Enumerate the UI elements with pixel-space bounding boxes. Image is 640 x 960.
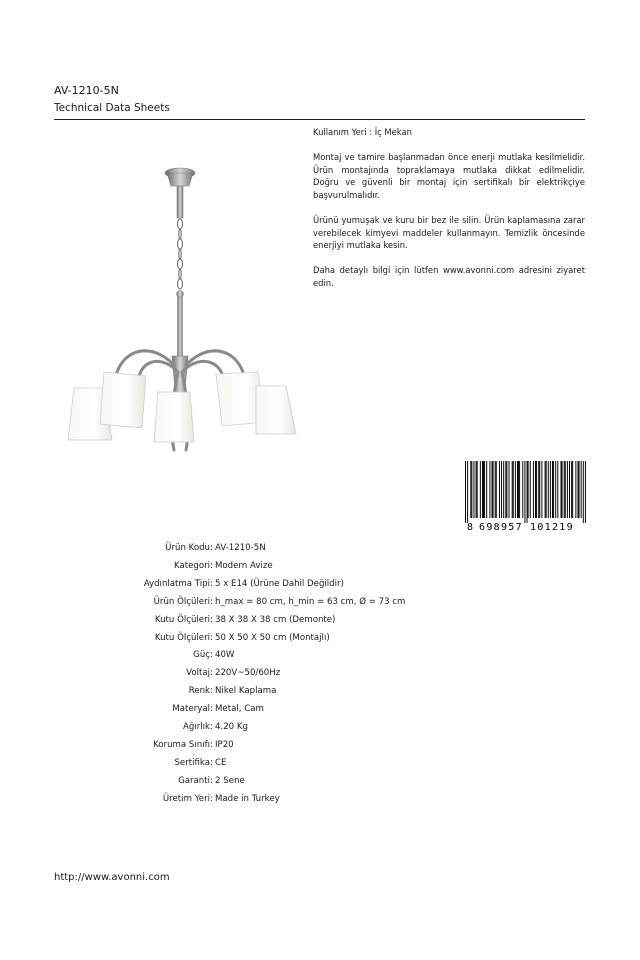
barcode-bar bbox=[465, 461, 466, 523]
barcode-bar bbox=[471, 461, 472, 518]
barcode-bar bbox=[579, 461, 580, 518]
barcode-bar bbox=[483, 461, 484, 518]
barcode-digits-left: 698957 bbox=[479, 522, 523, 532]
barcode-bar bbox=[562, 461, 563, 518]
spec-row bbox=[0, 597, 640, 615]
spec-row bbox=[0, 740, 640, 758]
barcode-bar bbox=[503, 461, 504, 518]
spec-value: 40W bbox=[215, 650, 235, 661]
chandelier-image bbox=[60, 160, 310, 460]
spec-value: h_max = 80 cm, h_min = 63 cm, Ø = 73 cm bbox=[215, 596, 406, 607]
barcode-bar bbox=[467, 461, 468, 523]
spec-label: Kutu Ölçüleri bbox=[154, 632, 210, 643]
barcode-bar bbox=[536, 461, 537, 518]
spec-value: 2 Sene bbox=[215, 775, 245, 786]
barcode-bar bbox=[522, 461, 523, 518]
barcode-bar bbox=[477, 461, 478, 518]
barcode-bar bbox=[496, 461, 497, 518]
safety-paragraph: Montaj ve tamire başlanmadan önce enerji mutlaka kesilmelidir. Ürün montajında topraklamaya mutlaka dikkat edilmelidir. Doğru ve güvenli bir montaj için sertifikalı bir elektrikçiye başvurulmalıdır. bbox=[313, 152, 585, 200]
barcode-bar bbox=[546, 461, 547, 518]
spec-value: IP20 bbox=[215, 739, 234, 750]
barcode-bar bbox=[571, 461, 572, 518]
spec-row bbox=[0, 758, 640, 776]
spec-row bbox=[0, 722, 640, 740]
spec-row bbox=[0, 633, 640, 651]
barcode-bar bbox=[572, 461, 573, 518]
spec-row bbox=[0, 776, 640, 794]
barcode-bar bbox=[561, 461, 562, 518]
barcode-bar bbox=[539, 461, 540, 518]
barcode-bar bbox=[486, 461, 487, 518]
barcode-bar bbox=[583, 461, 584, 523]
barcode-digits-right: 101219 bbox=[530, 522, 574, 532]
barcode-bar bbox=[480, 461, 481, 518]
barcode-bar bbox=[524, 461, 525, 523]
barcode-bar bbox=[489, 461, 490, 518]
barcode-bar bbox=[575, 461, 576, 518]
spec-separator: : bbox=[210, 793, 213, 804]
spec-row bbox=[0, 543, 640, 561]
spec-separator: : bbox=[210, 686, 213, 697]
spec-value: 5 x E14 (Ürüne Dahil Değildir) bbox=[215, 578, 344, 589]
barcode-bar bbox=[499, 461, 500, 518]
spec-separator: : bbox=[210, 596, 213, 607]
spec-value: Metal, Cam bbox=[215, 704, 264, 715]
spec-row bbox=[0, 704, 640, 722]
spec-separator: : bbox=[210, 632, 213, 643]
barcode-bar bbox=[530, 461, 531, 518]
barcode-bar bbox=[513, 461, 514, 518]
barcode-bar bbox=[492, 461, 493, 518]
spec-label: Sertifika bbox=[174, 757, 210, 768]
spec-separator: : bbox=[210, 543, 213, 553]
spec-row bbox=[0, 579, 640, 597]
barcode-bar bbox=[476, 461, 477, 518]
barcode-bar bbox=[538, 461, 539, 518]
barcode-bar bbox=[517, 461, 518, 518]
spec-separator: : bbox=[210, 775, 213, 786]
barcode-bar bbox=[550, 461, 551, 518]
spec-label: Güç bbox=[193, 650, 210, 661]
spec-value: Made in Turkey bbox=[215, 793, 280, 804]
spec-value: Modern Avize bbox=[215, 560, 273, 571]
barcode-bar bbox=[473, 461, 474, 518]
barcode-bar bbox=[527, 461, 528, 523]
spec-value: 220V~50/60Hz bbox=[215, 668, 281, 679]
spec-separator: : bbox=[210, 722, 213, 732]
spec-label: Renk bbox=[188, 686, 210, 697]
barcode-bar bbox=[512, 461, 513, 518]
barcode-bar bbox=[567, 461, 568, 518]
barcode-bar bbox=[518, 461, 519, 518]
barcode-bar bbox=[548, 461, 549, 518]
barcode-bar bbox=[509, 461, 510, 518]
barcode-bar bbox=[515, 461, 516, 518]
spec-value: AV-1210-5N bbox=[215, 543, 266, 553]
barcode-bar bbox=[581, 461, 582, 518]
spec-label: Kutu Ölçüleri bbox=[154, 614, 210, 625]
barcode-bar bbox=[552, 461, 553, 518]
spec-value: 38 X 38 X 38 cm (Demonte) bbox=[215, 614, 336, 625]
barcode-bar bbox=[505, 461, 506, 518]
spec-separator: : bbox=[210, 757, 213, 768]
barcode-bar bbox=[484, 461, 485, 518]
spec-value: Nikel Kaplama bbox=[215, 686, 277, 697]
spec-label: Aydınlatma Tipi bbox=[143, 578, 210, 589]
usage-line: Kullanım Yeri : İç Mekan bbox=[313, 127, 412, 137]
spec-label: Voltaj bbox=[186, 668, 210, 679]
barcode-bar bbox=[585, 461, 586, 523]
barcode-bar bbox=[557, 461, 558, 518]
spec-row bbox=[0, 650, 640, 668]
spec-label: Kategori bbox=[173, 560, 210, 571]
spec-separator: : bbox=[210, 560, 213, 571]
spec-separator: : bbox=[210, 578, 213, 589]
barcode-bar bbox=[501, 461, 502, 518]
document-subtitle: Technical Data Sheets bbox=[54, 102, 170, 114]
spec-label: Koruma Sınıfı bbox=[153, 739, 210, 750]
barcode-digit-lead: 8 bbox=[467, 522, 474, 532]
spec-separator: : bbox=[210, 704, 213, 715]
spec-row bbox=[0, 794, 640, 812]
barcode-bar bbox=[528, 461, 529, 518]
barcode-bar bbox=[533, 461, 534, 518]
barcode-bar bbox=[519, 461, 520, 518]
barcode-bar bbox=[541, 461, 542, 518]
spec-separator: : bbox=[210, 739, 213, 750]
barcode-image bbox=[465, 461, 586, 532]
website-paragraph: Daha detaylı bilgi için lütfen www.avonni.com adresini ziyaret edin. bbox=[313, 265, 585, 288]
barcode-bar bbox=[493, 461, 494, 518]
spec-value: CE bbox=[215, 757, 227, 768]
barcode-bar bbox=[545, 461, 546, 518]
info-block bbox=[313, 126, 585, 302]
spec-label: Üretim Yeri bbox=[162, 793, 210, 804]
spec-separator: : bbox=[210, 614, 213, 625]
barcode-bar bbox=[555, 461, 556, 518]
spec-row bbox=[0, 561, 640, 579]
barcode-bar bbox=[569, 461, 570, 518]
barcode-bar bbox=[495, 461, 496, 518]
spec-row bbox=[0, 668, 640, 686]
spec-separator: : bbox=[210, 650, 213, 661]
spec-label: Ürün Ölçüleri bbox=[153, 596, 210, 607]
spec-row bbox=[0, 686, 640, 704]
spec-label: Ağırlık bbox=[182, 722, 210, 732]
cleaning-paragraph: Ürünü yumuşak ve kuru bir bez ile silin. Ürün kaplamasına zarar verebilecek kimyevi maddeler kullanmayın. Temizlik öncesinde enerjiyi mutlaka kesin. bbox=[313, 214, 585, 251]
spec-label: Materyal bbox=[172, 704, 210, 715]
barcode-bar bbox=[470, 461, 471, 518]
barcode-bar bbox=[506, 461, 507, 518]
barcode-bar bbox=[482, 461, 483, 518]
spec-row bbox=[0, 615, 640, 633]
spec-label: Garanti bbox=[178, 775, 210, 786]
spec-label: Ürün Kodu bbox=[165, 543, 210, 553]
barcode-bar bbox=[564, 461, 565, 518]
footer-url[interactable]: http://www.avonni.com bbox=[54, 872, 170, 883]
barcode-bar bbox=[565, 461, 566, 518]
spec-value: 50 X 50 X 50 cm (Montajlı) bbox=[215, 632, 330, 643]
barcode-bar bbox=[553, 461, 554, 518]
barcode-bar bbox=[578, 461, 579, 518]
header-divider bbox=[54, 119, 585, 120]
spec-separator: : bbox=[210, 668, 213, 679]
product-code-heading: AV-1210-5N bbox=[54, 84, 119, 97]
spec-value: 4.20 Kg bbox=[215, 722, 248, 732]
barcode-bar bbox=[535, 461, 536, 518]
